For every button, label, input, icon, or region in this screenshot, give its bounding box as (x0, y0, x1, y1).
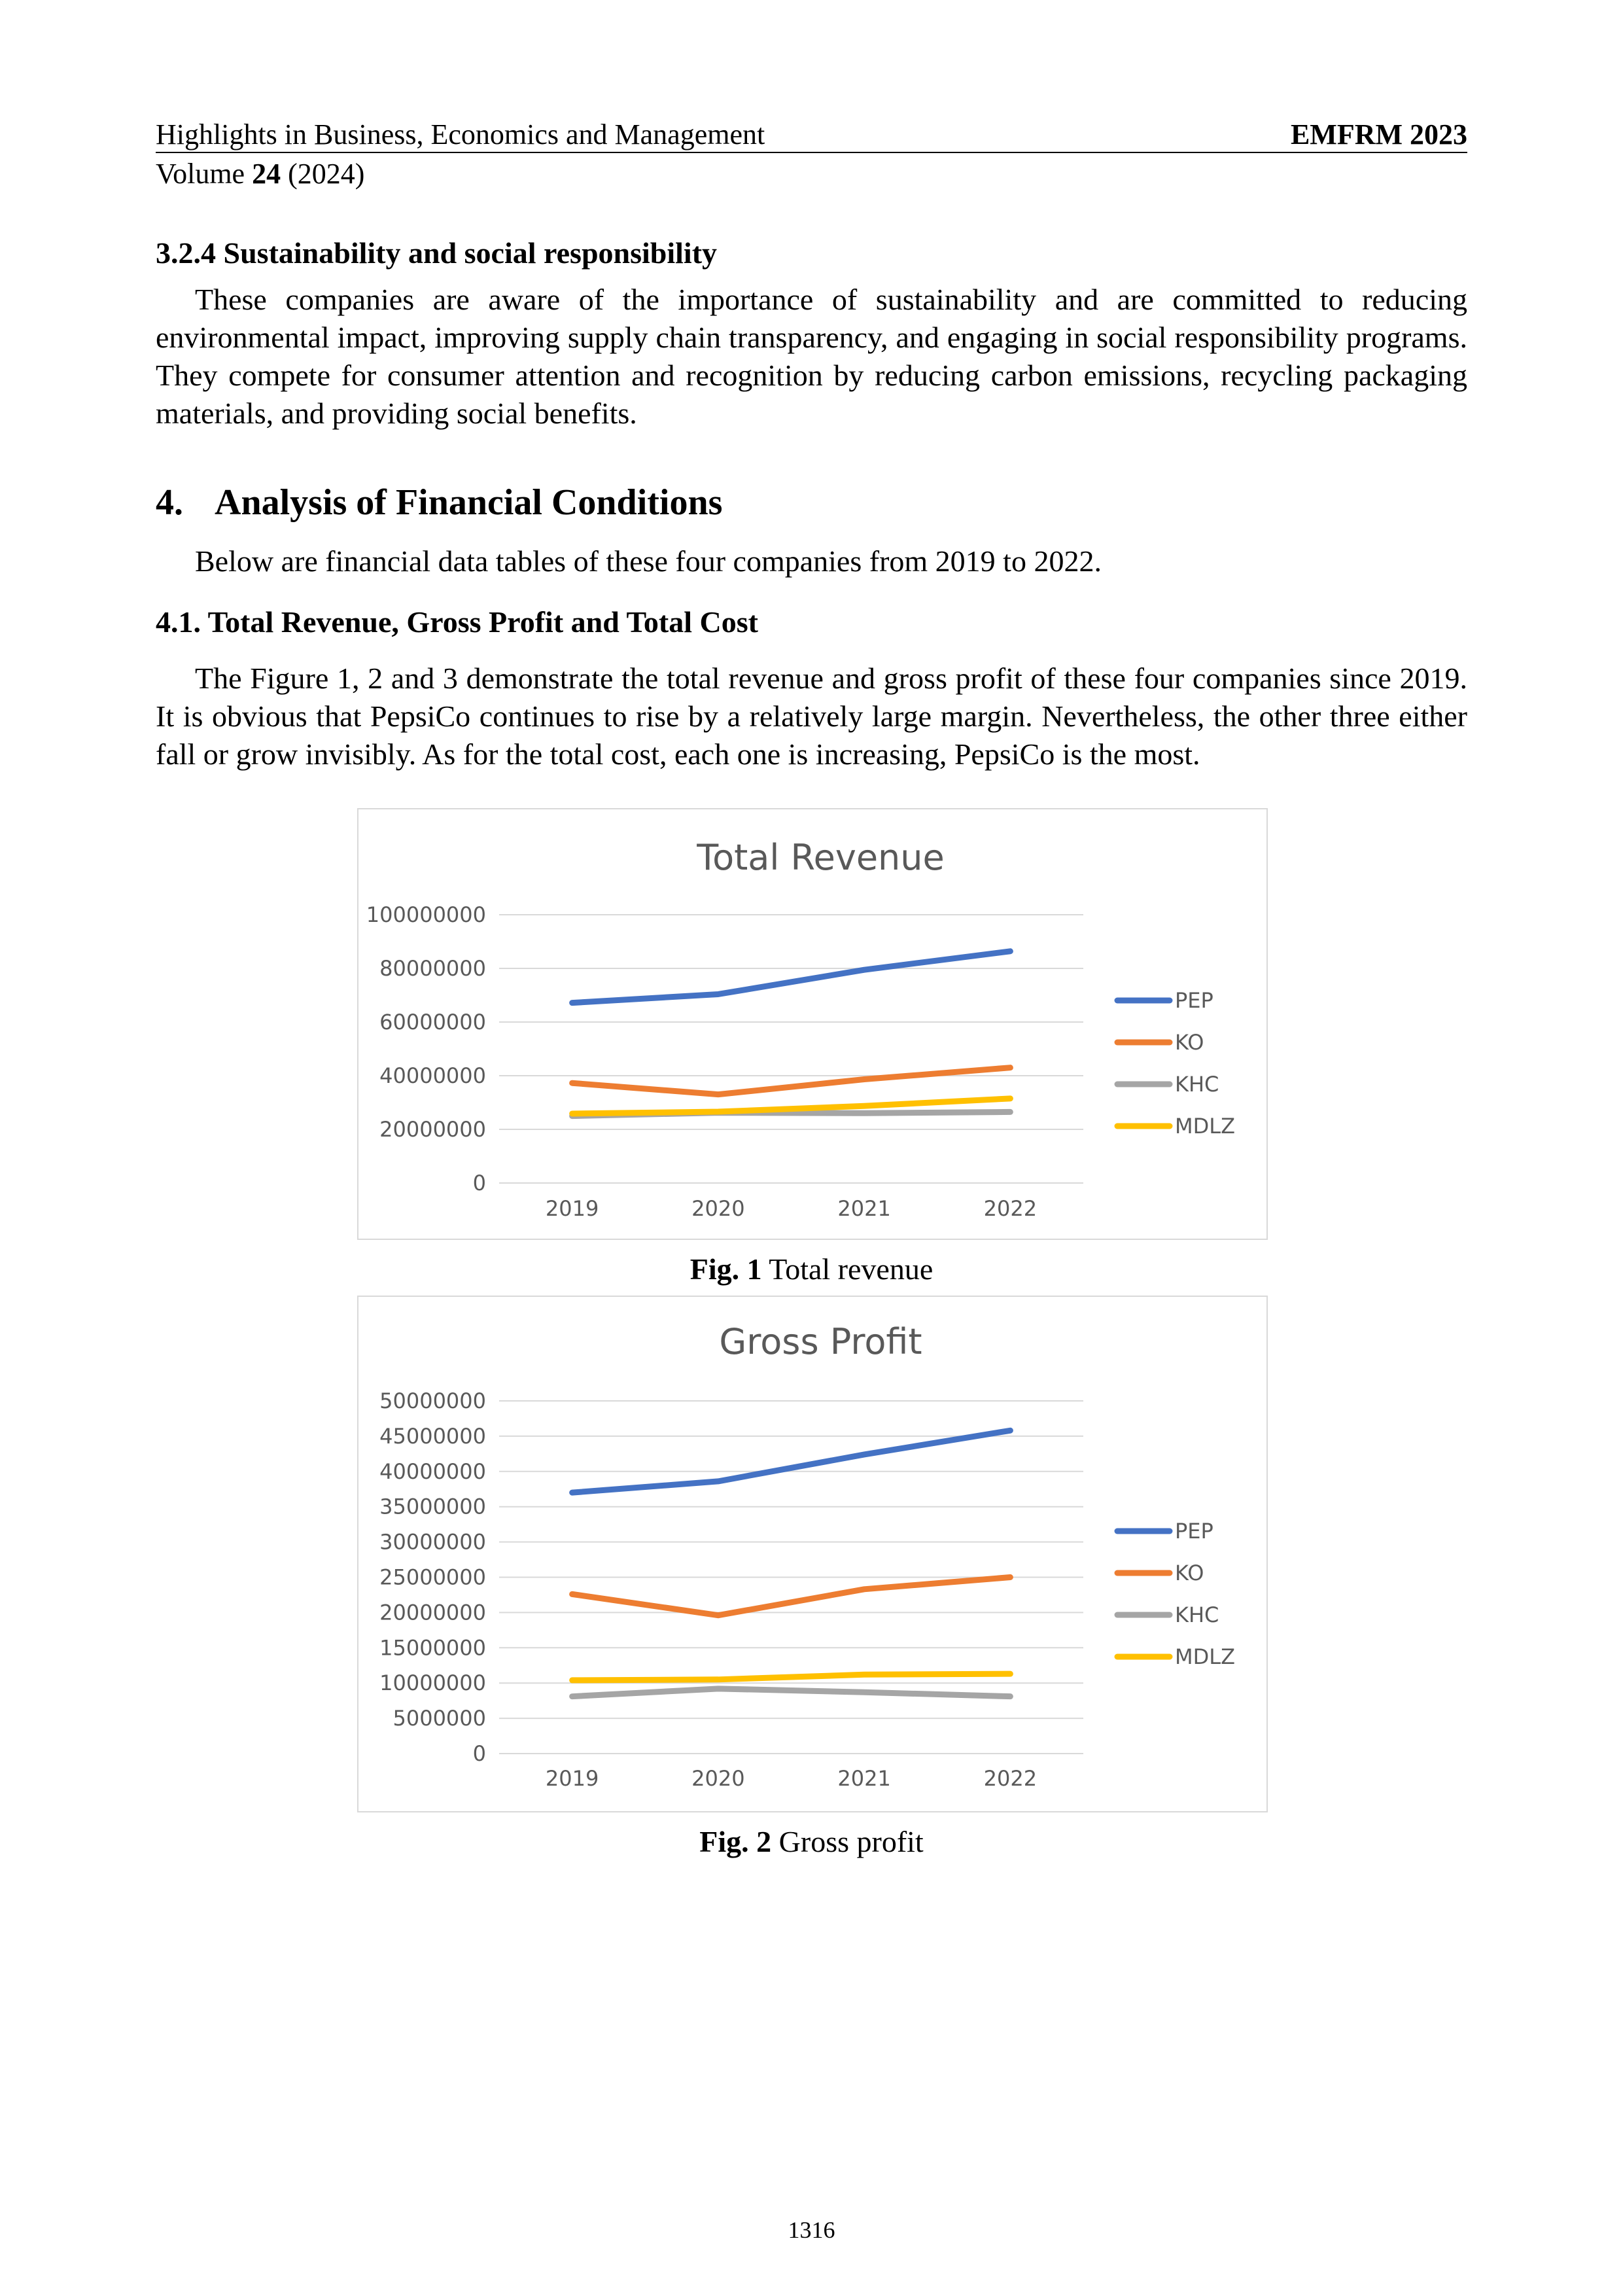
figure-1-chart-frame (357, 808, 1268, 1240)
section-324-body: These companies are aware of the importance of sustainability and are committed to reducing environmental impact, improving supply chain transparency, and engaging in social responsibility programs. They compete for consumer attention and recognition by reducing carbon emissions, recycling packaging materials, and providing social benefits. (156, 283, 1467, 430)
chart-2-ytick-label: 25000000 (379, 1564, 486, 1590)
chart-1-legend-label-khc: KHC (1175, 1072, 1219, 1097)
figure-2-label: Fig. 2 (699, 1825, 772, 1858)
chart-1-legend-label-mdlz: MDLZ (1175, 1114, 1235, 1139)
volume-line (156, 160, 364, 188)
chart-1-xtick-label: 2019 (545, 1196, 599, 1221)
chart-2-series-mdlz-line (572, 1674, 1011, 1680)
figure-1-label: Fig. 1 (689, 1252, 762, 1286)
chart-2-legend-label-mdlz: MDLZ (1175, 1644, 1235, 1669)
chart-2-ytick-label: 20000000 (379, 1600, 486, 1625)
section-4-intro: Below are financial data tables of these four companies from 2019 to 2022. (195, 544, 1102, 578)
volume-prefix: Volume (156, 158, 253, 190)
chart-1-series-pep-line (572, 951, 1011, 1003)
chart-1-ytick-label: 80000000 (379, 956, 486, 981)
volume-year: (2024) (281, 158, 365, 190)
chart-2-ytick-label: 50000000 (379, 1388, 486, 1413)
section-41-heading: 4.1. Total Revenue, Gross Profit and Total Cost (156, 605, 758, 639)
chart-2-ytick-label: 5000000 (393, 1706, 486, 1731)
header-rule (156, 152, 1467, 153)
chart-1-xtick-label: 2022 (983, 1196, 1038, 1221)
chart-2-legend-label-ko: KO (1175, 1561, 1204, 1585)
chart-1-legend-label-ko: KO (1175, 1030, 1204, 1055)
chart-1-ytick-label: 0 (472, 1171, 486, 1195)
section-4-number: 4. (156, 482, 183, 523)
chart-2-ytick-label: 10000000 (379, 1670, 486, 1696)
conference-name: EMFRM 2023 (1290, 118, 1467, 150)
chart-2-xtick-label: 2019 (545, 1766, 599, 1791)
chart-2-title: Gross Profit (719, 1321, 922, 1362)
figure-1-caption-text: Total revenue (761, 1252, 934, 1286)
chart-1-legend-label-pep: PEP (1175, 988, 1213, 1013)
section-4-title: Analysis of Financial Conditions (215, 482, 723, 523)
chart-2-series-ko-line (572, 1578, 1011, 1616)
gross-profit-chart (358, 1297, 1266, 1811)
volume-number: 24 (252, 158, 281, 190)
chart-2-series-khc-line (572, 1689, 1011, 1697)
chart-1-xtick-label: 2020 (691, 1196, 745, 1221)
chart-1-xtick-label: 2021 (837, 1196, 891, 1221)
figure-2-caption-text: Gross profit (771, 1825, 924, 1858)
chart-2-legend-label-khc: KHC (1175, 1602, 1219, 1627)
chart-1-ytick-label: 100000000 (366, 902, 486, 927)
section-41-body: The Figure 1, 2 and 3 demonstrate the total revenue and gross profit of these four companies since 2019. It is obvious that PepsiCo continues to rise by a relatively large margin. Nevertheless, the other three either fall or grow invisibly. As for the total cost, each one is increasing, PepsiCo is the most. (156, 662, 1467, 771)
chart-2-ytick-label: 40000000 (379, 1458, 486, 1484)
chart-2-ytick-label: 0 (472, 1741, 486, 1766)
chart-2-series-pep-line (572, 1430, 1011, 1492)
figure-2-caption (0, 1827, 1623, 1857)
chart-1-ytick-label: 20000000 (379, 1117, 486, 1142)
chart-2-ytick-label: 15000000 (379, 1635, 486, 1661)
chart-1-title: Total Revenue (697, 837, 945, 878)
total-revenue-chart (358, 809, 1266, 1239)
chart-2-xtick-label: 2020 (691, 1766, 745, 1791)
chart-2-ytick-label: 45000000 (379, 1423, 486, 1449)
chart-2-ytick-label: 35000000 (379, 1494, 486, 1519)
page-number: 1316 (788, 2217, 835, 2243)
chart-2-ytick-label: 30000000 (379, 1529, 486, 1555)
section-4-heading (156, 484, 722, 521)
chart-1-series-ko-line (572, 1068, 1011, 1095)
figure-2-chart-frame (357, 1296, 1268, 1812)
section-324-heading: 3.2.4 Sustainability and social responsibility (156, 236, 718, 270)
figure-1-caption (0, 1254, 1623, 1284)
chart-2-xtick-label: 2021 (837, 1766, 891, 1791)
journal-title: Highlights in Business, Economics and Management (156, 118, 765, 150)
chart-2-legend-label-pep: PEP (1175, 1519, 1213, 1544)
chart-2-xtick-label: 2022 (983, 1766, 1038, 1791)
chart-1-ytick-label: 60000000 (379, 1010, 486, 1034)
chart-1-ytick-label: 40000000 (379, 1063, 486, 1088)
